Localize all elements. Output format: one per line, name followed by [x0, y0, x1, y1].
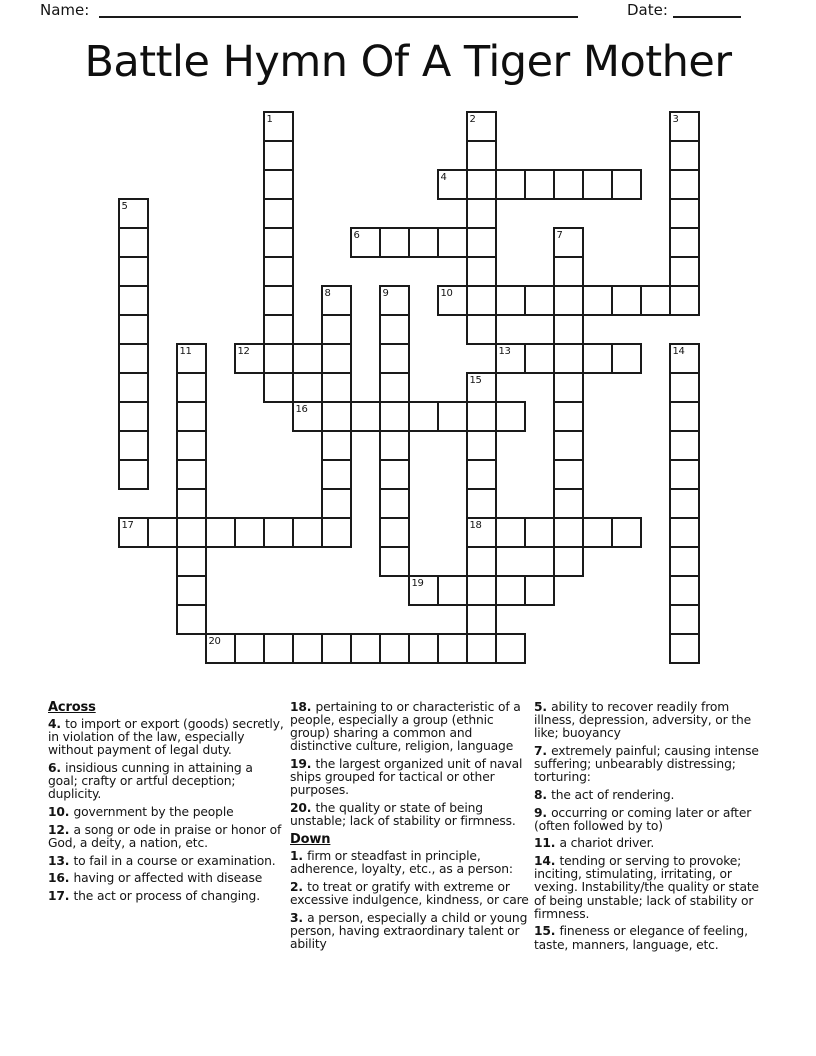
grid-number-7: 7	[556, 229, 563, 241]
clues-header-across: Across	[48, 700, 96, 715]
grid-cell-r6c17[interactable]	[611, 285, 642, 316]
clue-number: 9.	[534, 805, 552, 820]
grid-cell-r10c19[interactable]	[669, 401, 700, 432]
grid-cell-r7c7[interactable]	[321, 314, 352, 345]
clue-18-across: 18. pertaining to or characteristic of a people, especially a group (ethnic group) sharing a common and distinctive culture, religion, language	[290, 700, 521, 754]
grid-cell-r14c3[interactable]	[205, 517, 236, 548]
grid-number-3: 3	[672, 113, 679, 125]
grid-cell-r7c9[interactable]	[379, 314, 410, 345]
grid-cell-r14c5[interactable]	[263, 517, 294, 548]
clue-14-down: 14. tending or serving to provoke; inciting, stimulating, irritating, or vexing. Instability/the quality or state of being unstable; lack of stability or firmness.	[534, 854, 759, 921]
grid-cell-r14c13[interactable]	[495, 517, 526, 548]
grid-number-6: 6	[353, 229, 360, 241]
clues-header-down: Down	[290, 831, 331, 847]
grid-cell-r10c8[interactable]	[350, 401, 381, 432]
grid-number-18: 18	[469, 519, 482, 531]
clue-number: 1.	[290, 849, 308, 864]
grid-cell-r16c11[interactable]	[437, 575, 468, 606]
grid-cell-r15c15[interactable]	[553, 546, 584, 577]
grid-cell-r9c5[interactable]	[263, 372, 294, 403]
grid-cell-r8c15[interactable]	[553, 343, 584, 374]
grid-cell-r14c19[interactable]	[669, 517, 700, 548]
grid-cell-r17c12[interactable]	[466, 604, 497, 635]
grid-cell-r2c17[interactable]	[611, 169, 642, 200]
grid-number-17: 17	[121, 519, 134, 531]
grid-cell-r9c9[interactable]	[379, 372, 410, 403]
clue-number: 20.	[290, 801, 316, 816]
grid-number-10: 10	[440, 287, 453, 299]
clue-number: 19.	[290, 757, 316, 772]
grid-cell-r12c2[interactable]	[176, 459, 207, 490]
puzzle-title: Battle Hymn Of A Tiger Mother	[84, 37, 732, 87]
grid-cell-r13c9[interactable]	[379, 488, 410, 519]
grid-cell-r2c13[interactable]	[495, 169, 526, 200]
grid-cell-r4c12[interactable]	[466, 227, 497, 258]
grid-cell-r13c12[interactable]	[466, 488, 497, 519]
grid-cell-r8c5[interactable]	[263, 343, 294, 374]
grid-cell-r10c7[interactable]	[321, 401, 352, 432]
grid-cell-r10c9[interactable]	[379, 401, 410, 432]
clue-9-down: 9. occurring or coming later or after (often followed by to)	[534, 805, 752, 833]
grid-cell-r15c12[interactable]	[466, 546, 497, 577]
grid-cell-r13c15[interactable]	[553, 488, 584, 519]
clue-column-3	[534, 701, 768, 956]
grid-number-15: 15	[469, 374, 482, 386]
grid-cell-r4c10[interactable]	[408, 227, 439, 258]
grid-cell-r5c15[interactable]	[553, 256, 584, 287]
grid-cell-r5c12[interactable]	[466, 256, 497, 287]
grid-cell-r5c0[interactable]	[118, 256, 149, 287]
grid-cell-r4c19[interactable]	[669, 227, 700, 258]
grid-cell-r4c11[interactable]	[437, 227, 468, 258]
grid-cell-r10c2[interactable]	[176, 401, 207, 432]
grid-number-14: 14	[672, 345, 685, 357]
clue-column-2	[290, 701, 536, 956]
grid-number-11: 11	[179, 345, 192, 357]
grid-number-8: 8	[324, 287, 331, 299]
grid-cell-r4c5[interactable]	[263, 227, 294, 258]
clue-number: 13.	[48, 853, 74, 868]
clue-6-across: 6. insidious cunning in attaining a goal; crafty or artful deception; duplicity.	[48, 761, 253, 802]
clue-19-across: 19. the largest organized unit of naval ships grouped for tactical or other purposes.	[290, 757, 523, 798]
grid-cell-r10c12[interactable]	[466, 401, 497, 432]
clue-13-across: 13. to fail in a course or examination.	[48, 853, 276, 868]
grid-cell-r6c12[interactable]	[466, 285, 497, 316]
clue-number: 18.	[290, 700, 316, 714]
clue-number: 7.	[534, 743, 552, 758]
grid-cell-r1c5[interactable]	[263, 140, 294, 171]
grid-cell-r8c6[interactable]	[292, 343, 323, 374]
grid-number-9: 9	[382, 287, 389, 299]
grid-cell-r16c13[interactable]	[495, 575, 526, 606]
grid-cell-r14c17[interactable]	[611, 517, 642, 548]
clue-10-across: 10. government by the people	[48, 805, 234, 820]
grid-cell-r7c12[interactable]	[466, 314, 497, 345]
grid-cell-r7c0[interactable]	[118, 314, 149, 345]
grid-cell-r12c15[interactable]	[553, 459, 584, 490]
grid-cell-r5c19[interactable]	[669, 256, 700, 287]
clue-number: 12.	[48, 822, 74, 837]
grid-cell-r10c13[interactable]	[495, 401, 526, 432]
grid-number-2: 2	[469, 113, 476, 125]
grid-cell-r9c2[interactable]	[176, 372, 207, 403]
grid-cell-r2c12[interactable]	[466, 169, 497, 200]
grid-cell-r15c19[interactable]	[669, 546, 700, 577]
grid-number-12: 12	[237, 345, 250, 357]
grid-cell-r6c18[interactable]	[640, 285, 671, 316]
grid-cell-r9c19[interactable]	[669, 372, 700, 403]
grid-cell-r11c7[interactable]	[321, 430, 352, 461]
grid-cell-r11c0[interactable]	[118, 430, 149, 461]
grid-cell-r12c19[interactable]	[669, 459, 700, 490]
grid-cell-r7c15[interactable]	[553, 314, 584, 345]
clue-number: 14.	[534, 854, 560, 869]
grid-number-19: 19	[411, 577, 424, 589]
grid-number-1: 1	[266, 113, 273, 125]
grid-cell-r14c9[interactable]	[379, 517, 410, 548]
clue-number: 6.	[48, 761, 66, 776]
grid-cell-r14c2[interactable]	[176, 517, 207, 548]
grid-cell-r1c19[interactable]	[669, 140, 700, 171]
grid-cell-r3c19[interactable]	[669, 198, 700, 229]
grid-cell-r6c15[interactable]	[553, 285, 584, 316]
grid-cell-r10c15[interactable]	[553, 401, 584, 432]
clue-number: 10.	[48, 805, 74, 820]
grid-cell-r12c0[interactable]	[118, 459, 149, 490]
grid-cell-r3c5[interactable]	[263, 198, 294, 229]
grid-cell-r6c5[interactable]	[263, 285, 294, 316]
grid-cell-r3c12[interactable]	[466, 198, 497, 229]
clue-4-across: 4. to import or export (goods) secretly, in violation of the law, especially without payment of legal duty.	[48, 717, 284, 758]
clue-11-down: 11. a chariot driver.	[534, 836, 655, 851]
grid-number-20: 20	[208, 635, 221, 647]
grid-cell-r8c9[interactable]	[379, 343, 410, 374]
grid-cell-r14c15[interactable]	[553, 517, 584, 548]
clue-12-across: 12. a song or ode in praise or honor of God, a deity, a nation, etc.	[48, 822, 282, 850]
grid-cell-r10c11[interactable]	[437, 401, 468, 432]
grid-cell-r14c4[interactable]	[234, 517, 265, 548]
clue-8-down: 8. the act of rendering.	[534, 787, 675, 802]
grid-cell-r18c9[interactable]	[379, 633, 410, 664]
clue-number: 2.	[290, 879, 308, 894]
clue-number: 5.	[534, 700, 552, 714]
clue-number: 15.	[534, 924, 560, 939]
grid-cell-r18c13[interactable]	[495, 633, 526, 664]
grid-cell-r6c16[interactable]	[582, 285, 613, 316]
grid-cell-r1c12[interactable]	[466, 140, 497, 171]
clue-2-down: 2. to treat or gratify with extreme or excessive indulgence, kindness, or care	[290, 879, 529, 908]
grid-cell-r6c13[interactable]	[495, 285, 526, 316]
grid-cell-r8c16[interactable]	[582, 343, 613, 374]
grid-cell-r2c15[interactable]	[553, 169, 584, 200]
grid-cell-r17c19[interactable]	[669, 604, 700, 635]
grid-cell-r12c12[interactable]	[466, 459, 497, 490]
grid-cell-r7c5[interactable]	[263, 314, 294, 345]
grid-cell-r2c14[interactable]	[524, 169, 555, 200]
grid-cell-r12c9[interactable]	[379, 459, 410, 490]
clue-7-down: 7. extremely painful; causing intense suffering; unbearably distressing; torturing:	[534, 743, 759, 785]
grid-cell-r11c19[interactable]	[669, 430, 700, 461]
grid-cell-r4c0[interactable]	[118, 227, 149, 258]
name-label: Name:	[40, 1, 90, 19]
grid-cell-r14c6[interactable]	[292, 517, 323, 548]
grid-cell-r8c7[interactable]	[321, 343, 352, 374]
grid-cell-r13c19[interactable]	[669, 488, 700, 519]
grid-cell-r16c12[interactable]	[466, 575, 497, 606]
grid-cell-r2c16[interactable]	[582, 169, 613, 200]
grid-cell-r12c7[interactable]	[321, 459, 352, 490]
grid-cell-r18c8[interactable]	[350, 633, 381, 664]
grid-cell-r18c19[interactable]	[669, 633, 700, 664]
grid-cell-r14c1[interactable]	[147, 517, 178, 548]
grid-cell-r11c15[interactable]	[553, 430, 584, 461]
grid-cell-r18c6[interactable]	[292, 633, 323, 664]
grid-cell-r11c2[interactable]	[176, 430, 207, 461]
grid-cell-r6c0[interactable]	[118, 285, 149, 316]
grid-number-16: 16	[295, 403, 308, 415]
grid-cell-r16c19[interactable]	[669, 575, 700, 606]
grid-number-13: 13	[498, 345, 511, 357]
grid-cell-r18c12[interactable]	[466, 633, 497, 664]
clue-20-across: 20. the quality or state of being unstable; lack of stability or firmness.	[290, 801, 516, 829]
date-label: Date:	[627, 1, 668, 19]
grid-cell-r16c14[interactable]	[524, 575, 555, 606]
grid-cell-r10c10[interactable]	[408, 401, 439, 432]
grid-cell-r10c0[interactable]	[118, 401, 149, 432]
grid-cell-r11c12[interactable]	[466, 430, 497, 461]
grid-cell-r4c9[interactable]	[379, 227, 410, 258]
clue-1-down: 1. firm or steadfast in principle, adherence, loyalty, etc., as a person:	[290, 849, 513, 877]
grid-number-4: 4	[440, 171, 447, 183]
clue-number: 17.	[48, 888, 74, 903]
grid-cell-r6c19[interactable]	[669, 285, 700, 316]
clue-number: 3.	[290, 910, 308, 925]
grid-cell-r15c9[interactable]	[379, 546, 410, 577]
crossword-grid	[118, 111, 700, 664]
grid-cell-r11c9[interactable]	[379, 430, 410, 461]
grid-cell-r9c0[interactable]	[118, 372, 149, 403]
grid-cell-r5c5[interactable]	[263, 256, 294, 287]
clue-15-down: 15. fineness or elegance of feeling, taste, manners, language, etc.	[534, 924, 748, 952]
clue-3-down: 3. a person, especially a child or young person, having extraordinary talent or ability	[290, 910, 528, 951]
date-write-line[interactable]	[673, 16, 741, 18]
name-write-line[interactable]	[99, 16, 578, 18]
grid-cell-r16c2[interactable]	[176, 575, 207, 606]
clue-16-across: 16. having or affected with disease	[48, 871, 263, 886]
grid-cell-r18c10[interactable]	[408, 633, 439, 664]
grid-cell-r18c5[interactable]	[263, 633, 294, 664]
grid-cell-r9c15[interactable]	[553, 372, 584, 403]
grid-cell-r14c16[interactable]	[582, 517, 613, 548]
clue-17-across: 17. the act or process of changing.	[48, 888, 260, 903]
grid-cell-r14c14[interactable]	[524, 517, 555, 548]
grid-cell-r8c14[interactable]	[524, 343, 555, 374]
grid-cell-r2c19[interactable]	[669, 169, 700, 200]
clue-number: 8.	[534, 787, 552, 802]
grid-cell-r6c14[interactable]	[524, 285, 555, 316]
clue-number: 4.	[48, 717, 66, 732]
grid-cell-r15c2[interactable]	[176, 546, 207, 577]
grid-cell-r8c17[interactable]	[611, 343, 642, 374]
clue-5-down: 5. ability to recover readily from illness, depression, adversity, or the like; buoyancy	[534, 700, 752, 741]
grid-cell-r17c2[interactable]	[176, 604, 207, 635]
grid-cell-r13c2[interactable]	[176, 488, 207, 519]
clue-number: 16.	[48, 871, 74, 886]
grid-number-5: 5	[121, 200, 128, 212]
grid-cell-r13c7[interactable]	[321, 488, 352, 519]
grid-cell-r2c5[interactable]	[263, 169, 294, 200]
grid-cell-r18c4[interactable]	[234, 633, 265, 664]
grid-cell-r14c7[interactable]	[321, 517, 352, 548]
grid-cell-r18c7[interactable]	[321, 633, 352, 664]
grid-cell-r9c7[interactable]	[321, 372, 352, 403]
clue-column-1	[48, 701, 284, 908]
grid-cell-r18c11[interactable]	[437, 633, 468, 664]
grid-cell-r8c0[interactable]	[118, 343, 149, 374]
clue-number: 11.	[534, 836, 560, 851]
